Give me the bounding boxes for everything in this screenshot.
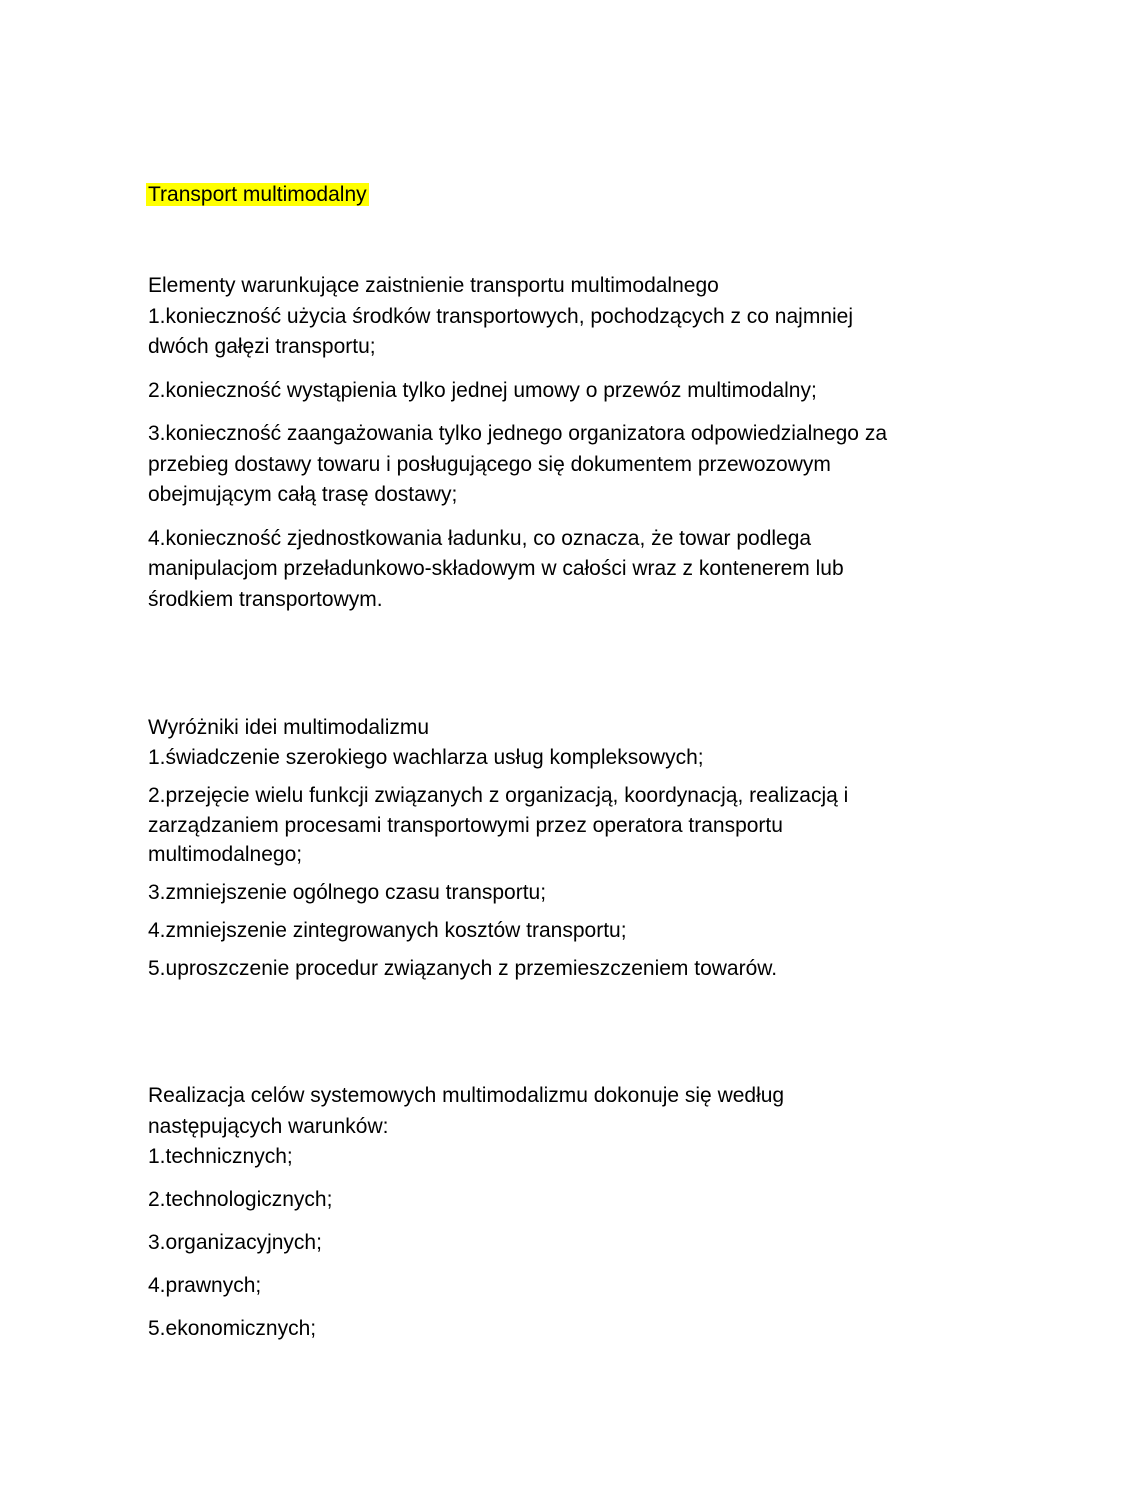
section3-line: 3.organizacyjnych;	[148, 1231, 322, 1254]
section1-line: 1.konieczność użycia środków transportowych, pochodzących z co najmniej	[148, 305, 854, 328]
section3-line: 1.technicznych;	[148, 1145, 293, 1168]
title-highlight: Transport multimodalny	[148, 183, 367, 206]
section1-line: środkiem transportowym.	[148, 588, 383, 611]
section2-line: 3.zmniejszenie ogólnego czasu transportu;	[148, 881, 547, 904]
section1-line: obejmującym całą trasę dostawy;	[148, 483, 458, 506]
section2-line: 5.uproszczenie procedur związanych z przemieszczeniem towarów.	[148, 957, 778, 980]
section1-line: dwóch gałęzi transportu;	[148, 335, 376, 358]
section3-line: 4.prawnych;	[148, 1274, 262, 1297]
section2-heading: Wyróżniki idei multimodalizmu	[148, 716, 430, 739]
section3-line: 5.ekonomicznych;	[148, 1317, 317, 1340]
section2-line: 1.świadczenie szerokiego wachlarza usług kompleksowych;	[148, 746, 704, 769]
section1-line: 2.konieczność wystąpienia tylko jednej umowy o przewóz multimodalny;	[148, 379, 817, 402]
section3-heading: Realizacja celów systemowych multimodalizmu dokonuje się według	[148, 1084, 785, 1107]
section2-line: multimodalnego;	[148, 843, 303, 866]
section2-line: 2.przejęcie wielu funkcji związanych z organizacją, koordynacją, realizacją i	[148, 784, 849, 807]
section1-line: przebieg dostawy towaru i posługującego się dokumentem przewozowym	[148, 453, 831, 476]
section3-heading: następujących warunków:	[148, 1115, 389, 1138]
section2-line: 4.zmniejszenie zintegrowanych kosztów transportu;	[148, 919, 627, 942]
section1-line: manipulacjom przeładunkowo-składowym w całości wraz z kontenerem lub	[148, 557, 844, 580]
section1-heading: Elementy warunkujące zaistnienie transportu multimodalnego	[148, 274, 719, 297]
section2-line: zarządzaniem procesami transportowymi przez operatora transportu	[148, 814, 783, 837]
section1-line: 3.konieczność zaangażowania tylko jednego organizatora odpowiedzialnego za	[148, 422, 887, 445]
page-title	[148, 180, 369, 210]
section3-line: 2.technologicznych;	[148, 1188, 333, 1211]
section1-line: 4.konieczność zjednostkowania ładunku, co oznacza, że towar podlega	[148, 527, 812, 550]
